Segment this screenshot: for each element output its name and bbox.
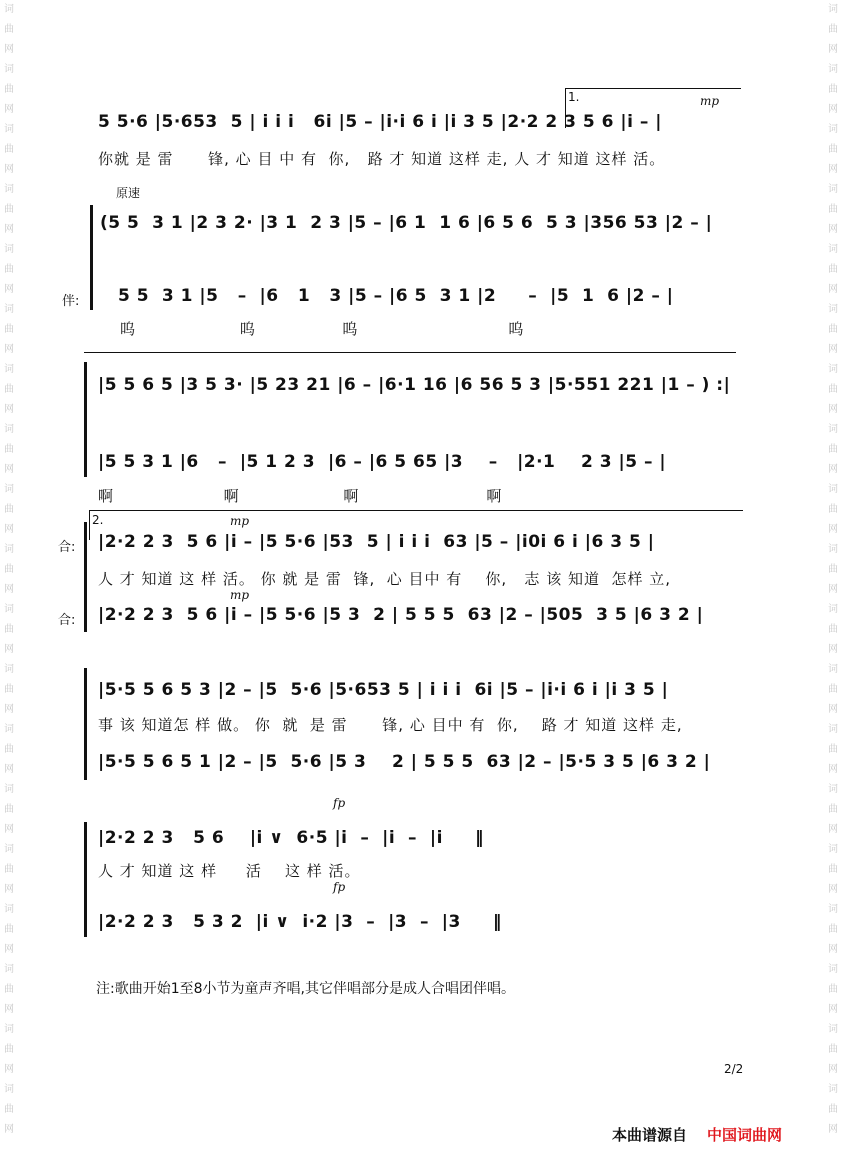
volta-1-label: 1. — [568, 90, 580, 104]
volta-1-rail — [565, 88, 741, 89]
accompaniment-upper: |5 5 6 5 |3 5 3· |5 23 21 |6 – |6·1 16 |6 56 5 3 |5·551 221 |1 – ) :| — [98, 375, 731, 395]
dynamic-mp: mp — [230, 588, 250, 602]
source-label: 本曲谱源自 — [612, 1126, 688, 1144]
accompaniment-lower: 5 5 3 1 |5 – |6 1 3 |5 – |6 5 3 1 |2 – |5 1 6 |2 – | — [118, 286, 674, 306]
lyric-line: 人 才 知道 这 样 活 这 样 活。 — [98, 862, 361, 880]
dynamic-mp: mp — [700, 94, 720, 108]
watermark-left: 词 曲 网 词 曲 网 词 曲 网 词 曲 网 词 曲 网 词 曲 网 词 曲 网 词 曲 网 词 曲 网 词 曲 网 词 曲 网 词 曲 网 词 曲 网 词 曲 网 词 曲 网 词 曲 网 词 曲 网 词 曲 网 词 曲 网 — [4, 4, 14, 1135]
melody-line: 5 5·6 |5·653 5 | i i i 6i |5 – |i·i 6 i |i 3 5 |2·2 2 3 5 6 |i – | — [98, 112, 662, 132]
vocalise-lyric: 呜 呜 呜 呜 — [120, 320, 525, 338]
system-bracket — [84, 522, 87, 632]
system-bracket — [84, 668, 87, 780]
lyric-line: 人 才 知道 这 样 活。 你 就 是 雷 锋, 心 目中 有 你, 志 该 知道 怎样 立, — [98, 570, 672, 588]
chorus-lower: |2·2 2 3 5 3 2 |i ∨ i·2 |3 – |3 – |3 ‖ — [98, 912, 502, 932]
chorus-label: 合: — [58, 613, 76, 628]
source-credit — [612, 1124, 782, 1145]
accompaniment-upper: (5 5 3 1 |2 3 2· |3 1 2 3 |5 – |6 1 1 6 |6 5 6 5 3 |356 53 |2 – | — [100, 213, 713, 233]
volta-2-label: 2. — [92, 513, 104, 527]
chorus-lower: |5·5 5 6 5 1 |2 – |5 5·6 |5 3 2 | 5 5 5 63 |2 – |5·5 3 5 |6 3 2 | — [98, 752, 711, 772]
chorus-label: 合: — [58, 540, 76, 555]
volta-2-line — [89, 510, 90, 540]
lyric-line: 你就 是 雷 锋, 心 目 中 有 你, 路 才 知道 这样 走, 人 才 知道 这样 活。 — [98, 150, 666, 168]
source-brand[interactable]: 中国词曲网 — [707, 1126, 783, 1144]
chorus-upper: |2·2 2 3 5 6 |i ∨ 6·5 |i – |i – |i ‖ — [98, 828, 485, 848]
system-bracket — [84, 822, 87, 937]
watermark-right: 词 曲 网 词 曲 网 词 曲 网 词 曲 网 词 曲 网 词 曲 网 词 曲 网 词 曲 网 词 曲 网 词 曲 网 词 曲 网 词 曲 网 词 曲 网 词 曲 网 词 曲 网 词 曲 网 词 曲 网 词 曲 网 词 曲 网 — [828, 4, 838, 1135]
system-bracket — [90, 205, 93, 310]
page-number: 2/2 — [724, 1062, 744, 1076]
footnote: 注:歌曲开始1至8小节为童声齐唱,其它伴唱部分是成人合唱团伴唱。 — [96, 981, 515, 997]
accompaniment-lower: |5 5 3 1 |6 – |5 1 2 3 |6 – |6 5 65 |3 – |2·1 2 3 |5 – | — [98, 452, 667, 472]
chorus-upper: |5·5 5 6 5 3 |2 – |5 5·6 |5·653 5 | i i i 6i |5 – |i·i 6 i |i 3 5 | — [98, 680, 669, 700]
chorus-upper: |2·2 2 3 5 6 |i – |5 5·6 |53 5 | i i i 63 |5 – |i0i 6 i |6 3 5 | — [98, 532, 655, 552]
repeat-rail — [84, 352, 736, 353]
tempo-marking: 原速 — [116, 186, 141, 200]
dynamic-mp: mp — [230, 514, 250, 528]
volta-2-rail — [89, 510, 743, 511]
accompaniment-label: 伴: — [62, 294, 80, 309]
chorus-lower: |2·2 2 3 5 6 |i – |5 5·6 |5 3 2 | 5 5 5 63 |2 – |505 3 5 |6 3 2 | — [98, 605, 704, 625]
dynamic-fp: fp — [333, 880, 346, 894]
lyric-line: 事 该 知道怎 样 做。 你 就 是 雷 锋, 心 目中 有 你, 路 才 知道 这样 走, — [98, 716, 683, 734]
vocalise-lyric: 啊 啊 啊 啊 — [98, 487, 503, 505]
system-bracket — [84, 362, 87, 477]
dynamic-fp: fp — [333, 796, 346, 810]
